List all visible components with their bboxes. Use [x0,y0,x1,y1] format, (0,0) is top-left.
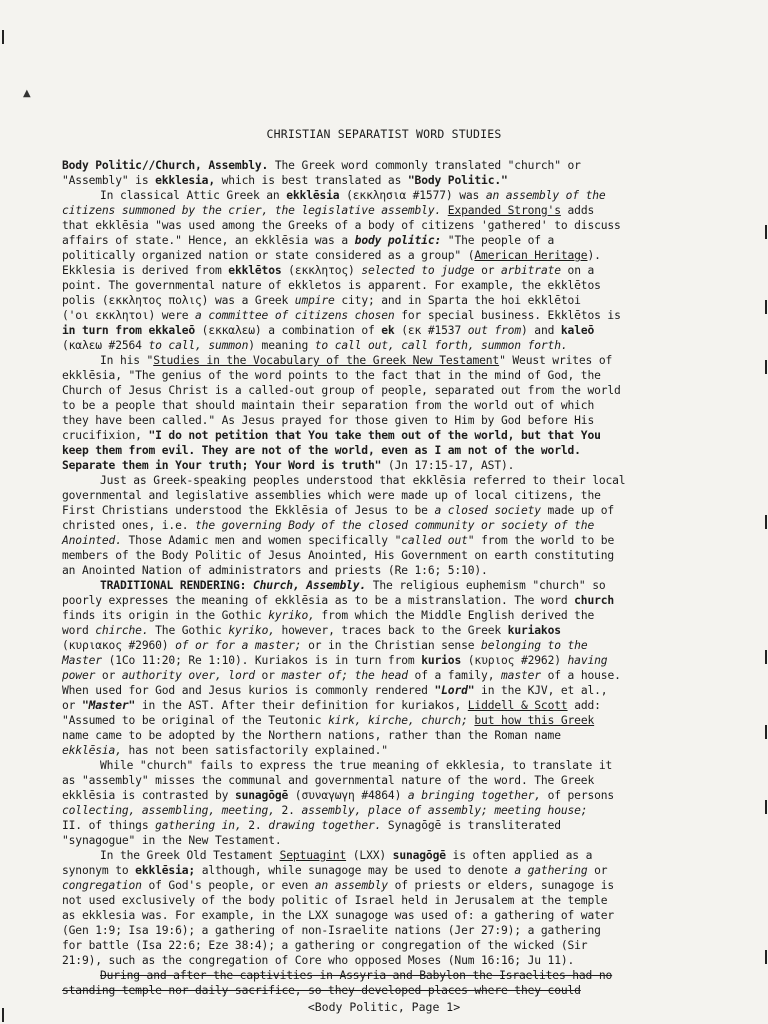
text-segment: ek [381,324,395,337]
body-text [62,158,674,998]
text-segment: citizens summoned by the crier, the legislative assembly. [62,204,442,217]
text-segment: ekklētos [228,264,282,277]
text-segment: authority over, lord [121,669,255,682]
text-segment: on a [560,264,595,277]
text-segment: (εκκλητος) [281,264,362,277]
text-segment: of or for a master; [175,639,302,652]
text-segment: During and after the captivities in Assyria and Babylon the Israelites had no [100,969,613,982]
text-segment: of a family, [407,669,502,682]
text-segment: or [474,264,502,277]
text-segment: from which the Middle English derived the [314,609,595,622]
text-segment: "Assumed to be original of the Teutonic [62,714,329,727]
text-segment: made up of [540,504,615,517]
text-line [62,488,674,503]
text-segment: has not been satisfactorily explained." [121,744,388,757]
text-segment: affairs of state." Hence, an ekklēsia was a [62,234,355,247]
text-segment: an assembly of the [485,189,606,202]
text-segment: (κυριος #2962) [461,654,568,667]
text-segment: When used for God and Jesus kurios is commonly rendered [62,684,435,697]
text-line [62,353,674,368]
text-line [62,893,674,908]
text-segment: Anointed. [62,534,122,547]
text-segment: a gathering [514,864,588,877]
text-segment: "The people of a [441,234,555,247]
text-segment: (LXX) [346,849,393,862]
text-segment: although, while sunagoge may be used to denote [195,864,515,877]
text-segment: or [62,699,82,712]
text-segment: not used exclusively of the body politic of Israel held in Jerusalem at the temple [62,894,608,907]
text-segment: city; and in Sparta the hoi ekklētoi [334,294,581,307]
text-line [62,563,674,578]
document-title: CHRISTIAN SEPARATIST WORD STUDIES [266,127,502,141]
text-line [62,938,674,953]
text-line [62,203,674,218]
text-line [62,503,674,518]
text-segment: "Lord" [434,684,475,697]
text-segment: or [587,864,608,877]
text-segment: 2. [274,804,302,817]
text-segment: as "assembly" misses the communal and governmental nature of the word. The Greek [62,774,595,787]
text-segment: drawing together. [268,819,382,832]
text-line [62,743,674,758]
text-segment: In his " [100,354,154,367]
text-segment: Those Adamic men and women specifically [121,534,395,547]
text-segment: or [95,669,122,682]
text-segment: which is best translated as [215,174,408,187]
text-segment: The Greek word commonly translated "church" or [268,159,581,172]
text-segment [441,204,448,217]
text-segment: collecting, assembling, meeting, [62,804,275,817]
text-segment: a committee of citizens chosen [195,309,395,322]
text-segment: governmental and legislative assemblies which were made up of local citizens, the [62,489,601,502]
text-segment: ekklesia, [155,174,215,187]
text-segment: congregation [62,879,142,892]
text-segment: umpire [294,294,335,307]
text-segment: kaleō [560,324,595,337]
text-segment: to be a people that should maintain their separation from the world out of which [62,399,595,412]
text-segment: (Jn 17:15-17, AST). [381,459,515,472]
text-segment: arbitrate [501,264,561,277]
text-line [62,338,674,353]
text-line [62,983,674,998]
text-segment: keep them from evil. They are not of the world, even as I am not of the world. [62,444,581,457]
text-segment: ekklēsia is contrasted by [62,789,235,802]
text-line [62,623,674,638]
text-segment: add: [567,699,601,712]
text-segment: (συναγωγη #4864) [288,789,408,802]
text-line [62,308,674,323]
text-segment: ('οι εκκλητοι) were [62,309,196,322]
text-segment: ekklēsia, "The genius of the word points to the fact that in the mind of God, the [62,369,601,382]
text-segment: Septuagint [279,849,347,862]
text-line [62,863,674,878]
text-segment: they have been called." As Jesus prayed for those given to Him by God before His [62,414,595,427]
text-segment: chirche. [95,624,149,637]
text-segment: as ekklesia was. For example, in the LXX sunagoge was used of: a gathering of water [62,909,615,922]
text-line [62,968,674,983]
text-segment: church [574,594,615,607]
text-segment: (εκ #1537 [394,324,468,337]
text-line [62,443,674,458]
text-line [62,383,674,398]
text-segment: "Assembly" is [62,174,156,187]
text-segment: word [62,624,96,637]
text-segment: a bringing together, [407,789,541,802]
text-line [62,803,674,818]
text-line [62,698,674,713]
text-line [62,878,674,893]
text-line [62,923,674,938]
text-segment: 21:9), such as the congregation of Core who opposed Moses (Num 16:16; Ju 11). [62,954,575,967]
right-margin-mark [765,515,767,529]
text-segment: Just as Greek-speaking peoples understood that ekklēsia referred to their local [100,474,626,487]
text-segment: Synagōgē is transliterated [381,819,561,832]
text-line [62,653,674,668]
text-line [62,953,674,968]
text-segment: for battle (Isa 22:6; Eze 38:4); a gathering or congregation of the wicked (Sir [62,939,588,952]
text-line [62,713,674,728]
text-segment: or in the Christian sense [301,639,482,652]
text-segment: an assembly [314,879,388,892]
text-segment: "Body Politic." [407,174,508,187]
right-margin-mark [765,300,767,314]
text-line [62,788,674,803]
text-segment: Studies in the Vocabulary of the Greek New Testament [153,354,500,367]
text-segment: the governing Body of the closed community or society of the [195,519,595,532]
text-segment: kuriakos [507,624,561,637]
right-margin-mark [765,800,767,814]
text-segment: ekkaleō [148,324,196,337]
left-margin-mark [2,30,4,44]
text-segment: adds [560,204,595,217]
text-segment: body politic: [354,234,442,247]
text-line [62,233,674,248]
scan-mark-icon: ▲ [23,88,31,99]
text-line [62,413,674,428]
text-line [62,158,674,173]
text-segment: crucifixion, [62,429,149,442]
right-margin-mark [765,725,767,739]
text-segment: Liddell & Scott [467,699,568,712]
text-segment: kyriko, [228,624,275,637]
text-segment: (εκκαλεω) a combination of [195,324,382,337]
text-segment: Church, Assembly. [252,579,367,592]
text-segment: In classical Attic Greek an [100,189,287,202]
text-segment: kurios [421,654,462,667]
text-segment: poorly expresses the meaning of ekklēsia as to be a mistranslation. The word [62,594,575,607]
text-line [62,578,674,593]
text-segment: (1Co 11:20; Re 1:10). Kuriakos is in turn from [101,654,422,667]
text-line [62,323,674,338]
text-segment: sunagōgē [234,789,289,802]
text-segment: gathering in, [155,819,242,832]
text-segment: an Anointed Nation of administrators and priests (Re 1:6; 5:10). [62,564,488,577]
text-segment: ) meaning [248,339,315,352]
text-segment: master [501,669,541,682]
text-line [62,848,674,863]
text-segment: ). [587,249,601,262]
text-segment: (εκκλησια #1577) was [339,189,486,202]
text-segment: of a house. [540,669,621,682]
text-segment: synonym to [62,864,136,877]
text-segment: " Weust writes of [499,354,613,367]
text-segment: II. of things [62,819,156,832]
right-margin-mark [765,950,767,964]
text-segment: ekklēsia; [135,864,196,877]
text-segment: TRADITIONAL RENDERING: [100,579,253,592]
text-segment: (κυριακος #2960) [62,639,176,652]
text-line [62,263,674,278]
text-line [62,683,674,698]
text-segment: point. The governmental nature of ekkletos is apparent. For example, the ekklētos [62,279,601,292]
text-line [62,593,674,608]
text-segment: but how this Greek [474,714,595,727]
text-segment: a closed society [434,504,541,517]
text-line [62,458,674,473]
text-line [62,188,674,203]
text-line [62,773,674,788]
text-segment: First Christians understood the Ekklēsia of Jesus to be [62,504,435,517]
text-segment: ekklēsia, [62,744,122,757]
text-segment: Master [62,654,102,667]
text-segment: of persons [540,789,615,802]
text-segment: standing temple nor daily sacrifice, so they developed places where they could [62,984,581,997]
text-segment: In the Greek Old Testament [100,849,280,862]
text-segment: of God's people, or even [141,879,315,892]
text-segment: christed ones, i.e. [62,519,196,532]
text-segment: to call, summon [148,339,249,352]
text-segment: finds its origin in the Gothic [62,609,269,622]
text-segment: selected to judge [361,264,475,277]
text-segment: "I do not petition that You take them out of the world, but that You [148,429,601,442]
right-margin-mark [765,650,767,664]
text-segment: kyriko, [268,609,315,622]
text-segment: assembly, place of assembly; meeting house; [301,804,588,817]
text-line [62,668,674,683]
text-segment: (καλεω #2564 [62,339,149,352]
text-segment: name came to be adopted by the Northern nations, rather than the Roman name [62,729,561,742]
text-segment: members of the Body Politic of Jesus Anointed, His Government on earth constituting [62,549,615,562]
text-segment: that ekklēsia "was used among the Greeks of a body of citizens 'gathered' to discuss [62,219,621,232]
text-segment: Body Politic//Church, Assembly. [62,159,269,172]
text-line [62,398,674,413]
text-segment: ekklēsia [286,189,340,202]
text-segment: master of; the head [281,669,408,682]
text-line [62,533,674,548]
text-line [62,758,674,773]
text-line [62,728,674,743]
text-segment: The religious euphemism "church" so [366,579,606,592]
page-footer: <Body Politic, Page 1> [307,1000,461,1014]
text-segment: is often applied as a [445,849,593,862]
text-segment: American Heritage [474,249,588,262]
text-segment: sunagōgē [392,849,446,862]
text-line [62,548,674,563]
text-line [62,218,674,233]
text-line [62,608,674,623]
text-segment: belonging to the [481,639,588,652]
text-segment: 2. [241,819,269,832]
text-segment: "called out" [394,534,475,547]
text-segment: "Master" [81,699,136,712]
text-line [62,293,674,308]
text-segment: "synagogue" in the New Testament. [62,834,282,847]
text-segment: politically organized nation or state considered as a group" ( [62,249,475,262]
right-margin-mark [765,225,767,239]
text-segment: for special business. Ekklētos is [394,309,621,322]
text-line [62,833,674,848]
text-segment: in the AST. After their definition for kuriakos, [135,699,468,712]
text-line [62,368,674,383]
text-line [62,428,674,443]
text-segment: kirk, kirche, church; [328,714,468,727]
text-line [62,248,674,263]
text-segment: of priests or elders, sunagoge is [387,879,615,892]
text-segment: Expanded Strong's [447,204,561,217]
text-segment: in turn from [62,324,149,337]
text-segment: Separate them in Your truth; Your Word is truth" [62,459,382,472]
text-segment: ) and [520,324,561,337]
text-line [62,278,674,293]
text-segment: however, traces back to the Greek [274,624,508,637]
text-segment: power [62,669,96,682]
text-line [62,173,674,188]
text-segment: The Gothic [148,624,229,637]
text-segment: out from [467,324,521,337]
text-segment: (Gen 1:9; Isa 19:6); a gathering of non-Israelite nations (Jer 27:9); a gathering [62,924,601,937]
text-segment: having [567,654,608,667]
text-line [62,638,674,653]
text-line [62,518,674,533]
text-segment: or [254,669,282,682]
text-line [62,473,674,488]
text-segment: polis (εκκλητος πολις) was a Greek [62,294,295,307]
text-line [62,818,674,833]
text-segment: to call out, call forth, summon forth. [314,339,568,352]
text-segment: While "church" fails to express the true meaning of ekklesia, to translate it [100,759,613,772]
text-segment: Church of Jesus Christ is a called-out group of people, separated out from the world [62,384,621,397]
right-margin-mark [765,360,767,374]
text-segment: from the world to be [474,534,615,547]
text-line [62,908,674,923]
text-segment: in the KJV, et al., [474,684,608,697]
text-segment: Ekklesia is derived from [62,264,229,277]
